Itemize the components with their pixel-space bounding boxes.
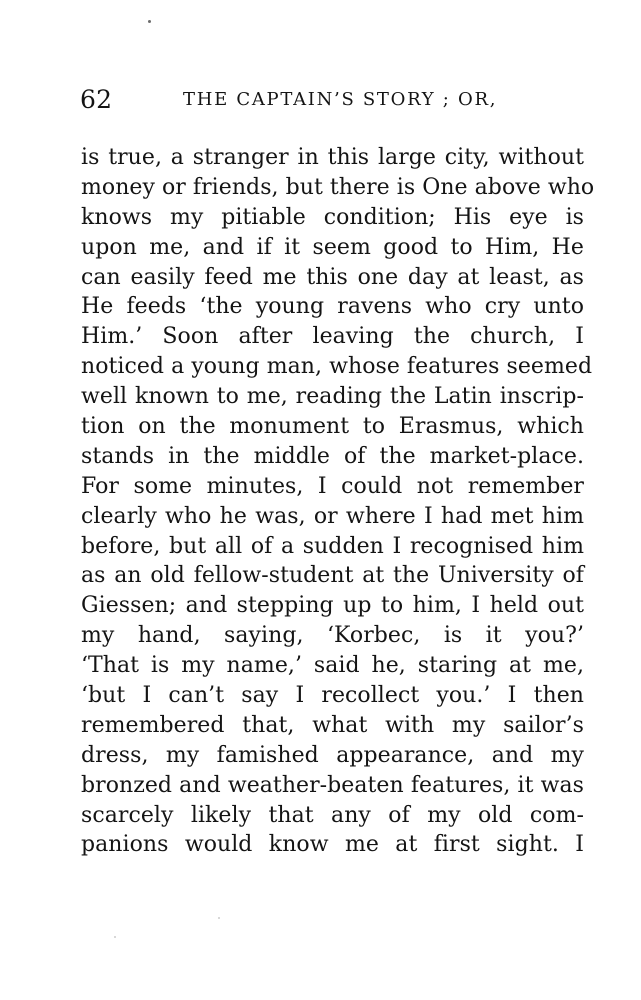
text-line: tion on the monument to Erasmus, which	[81, 414, 584, 440]
page-header	[80, 78, 580, 118]
text-line: Giessen; and stepping up to him, I held out	[81, 593, 584, 619]
page-number: 62	[80, 85, 113, 114]
text-line: is true, a stranger in this large city, without	[81, 145, 584, 170]
text-line: bronzed and weather-beaten features, it was	[81, 772, 584, 798]
text-line: ‘That is my name,’ said he, staring at me,	[81, 653, 584, 679]
body-text	[81, 143, 595, 860]
text-line: dress, my famished appearance, and my	[81, 742, 584, 768]
text-line: noticed a young man, whose features seemed	[81, 354, 593, 380]
text-line: He feeds ‘the young ravens who cry unto	[81, 294, 584, 320]
text-line: scarcely likely that any of my old com-	[81, 802, 584, 828]
text-line: For some minutes, I could not remember	[81, 473, 584, 499]
text-line: upon me, and if it seem good to Him, He	[81, 234, 584, 260]
text-line: before, but all of a sudden I recognised him	[81, 533, 584, 559]
text-line: stands in the middle of the market-place.	[81, 443, 584, 469]
ink-speck-margin	[114, 936, 116, 938]
text-line: panions would know me at first sight. I	[81, 832, 584, 858]
ink-speck-top	[148, 20, 151, 23]
text-line: ‘but I can’t say I recollect you.’ I then	[81, 683, 584, 709]
running-title: THE CAPTAIN’S STORY ; OR,	[183, 89, 498, 110]
text-line: clearly who he was, or where I had met him	[81, 503, 584, 529]
text-line: remembered that, what with my sailor’s	[81, 712, 584, 738]
text-line: Him.’ Soon after leaving the church, I	[81, 324, 584, 350]
ink-speck-bottom	[218, 917, 220, 919]
text-line: my hand, saying, ‘Korbec, is it you?’	[81, 623, 584, 649]
text-line: as an old fellow-student at the University of	[81, 563, 584, 589]
text-line: knows my pitiable condition; His eye is	[81, 204, 584, 230]
text-line: can easily feed me this one day at least, as	[81, 264, 584, 290]
text-line: money or friends, but there is One above who	[81, 174, 595, 200]
text-line: well known to me, reading the Latin inscrip-	[81, 384, 584, 410]
